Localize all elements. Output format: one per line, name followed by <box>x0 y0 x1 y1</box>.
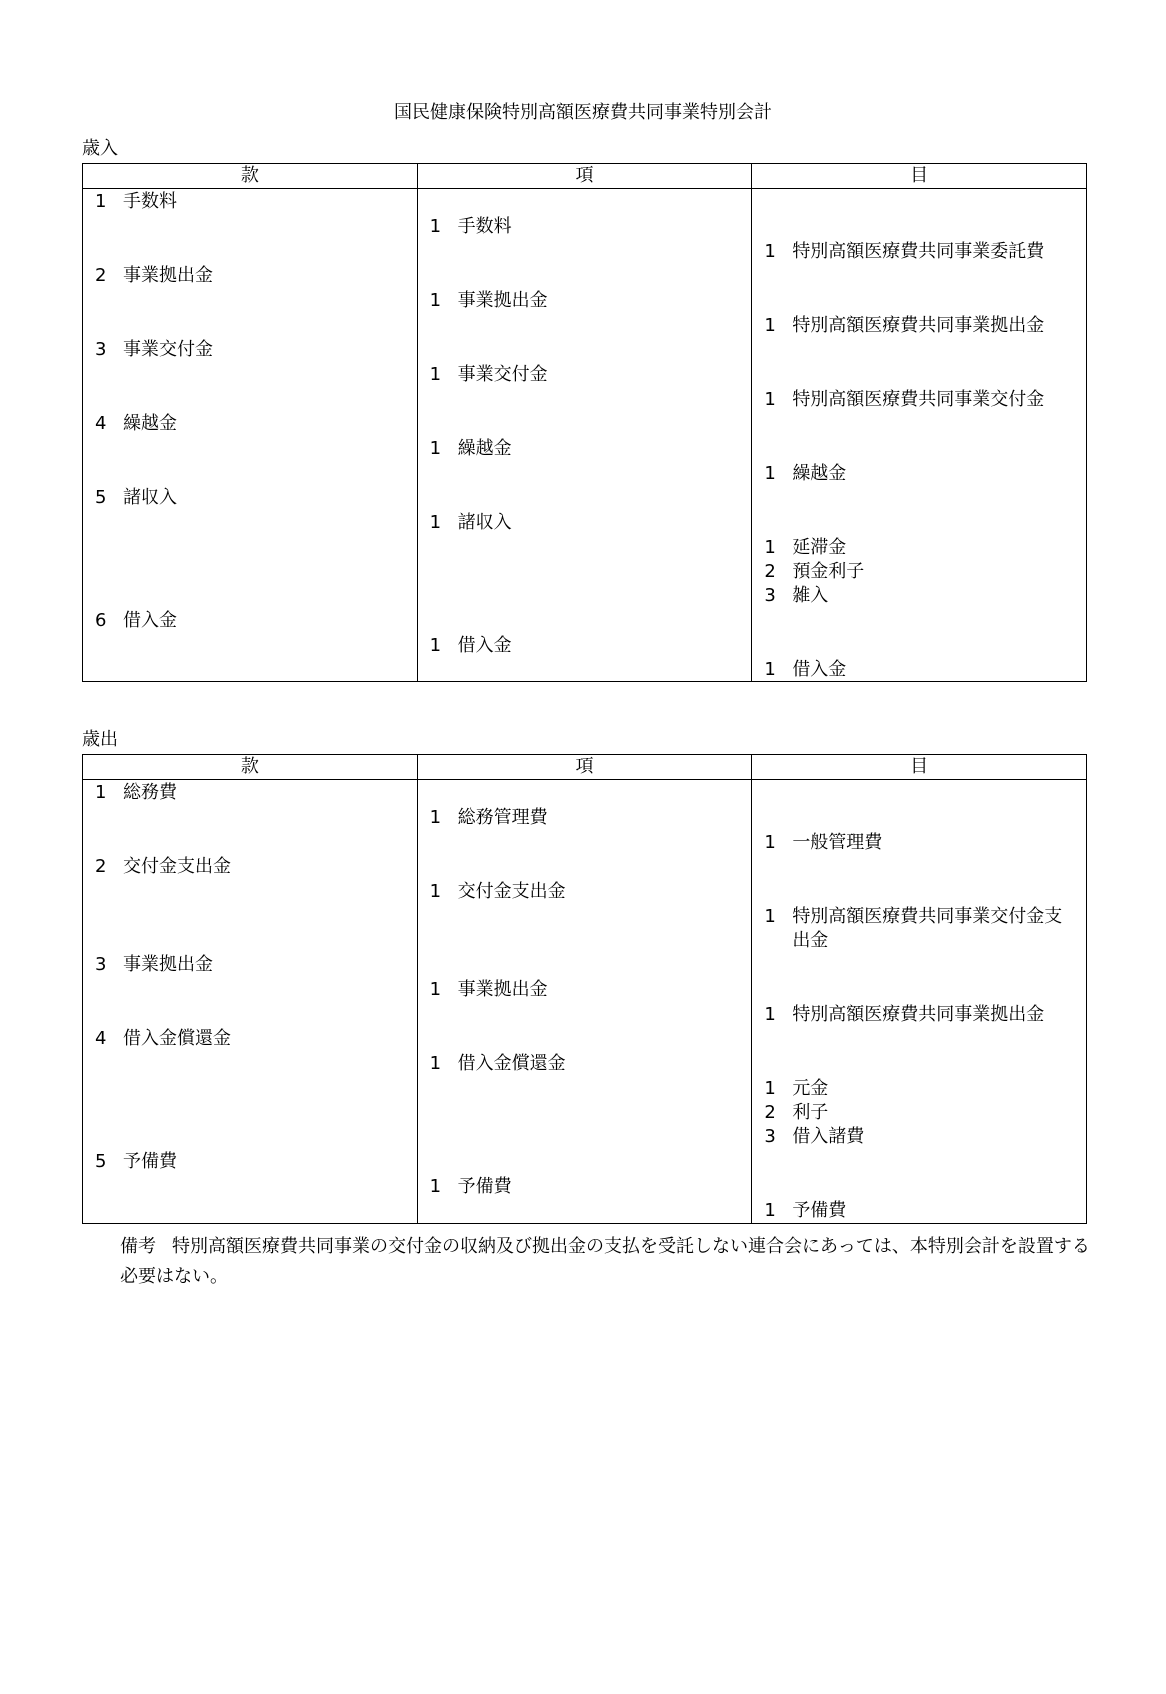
list-item: 1 特別高額医療費共同事業拠出金 <box>764 1004 1045 1025</box>
header-kan: 款 <box>83 164 418 189</box>
list-item: 3 事業交付金 <box>95 339 213 360</box>
list-item: 3 事業拠出金 <box>95 954 213 975</box>
header-kou: 項 <box>417 164 752 189</box>
list-item: 2 預金利子 <box>764 561 865 582</box>
list-item: 1 手数料 <box>429 216 512 237</box>
list-item: 1 特別高額医療費共同事業交付金支出金 <box>764 906 1063 951</box>
expenditure-moku-column <box>752 780 1087 1224</box>
revenue-table <box>82 163 1087 682</box>
list-item: 4 借入金償還金 <box>95 1028 231 1049</box>
revenue-moku-column <box>752 189 1087 682</box>
list-item: 1 特別高額医療費共同事業拠出金 <box>764 315 1045 336</box>
list-item: 1 手数料 <box>95 191 177 212</box>
page-title: 国民健康保険特別高額医療費共同事業特別会計 <box>394 102 772 123</box>
remark-note <box>120 1232 1090 1292</box>
list-item: 4 繰越金 <box>95 413 177 434</box>
list-item: 2 事業拠出金 <box>95 265 213 286</box>
header-moku: 目 <box>752 164 1087 189</box>
list-item: 1 一般管理費 <box>764 832 883 853</box>
list-item: 5 予備費 <box>95 1151 177 1172</box>
expenditure-label: 歳出 <box>82 729 118 750</box>
expenditure-table <box>82 754 1087 1224</box>
list-item: 2 利子 <box>764 1102 829 1123</box>
revenue-kou-column <box>417 189 752 682</box>
list-item: 1 予備費 <box>764 1200 847 1221</box>
list-item: 1 交付金支出金 <box>429 881 566 902</box>
header-kou: 項 <box>417 755 752 780</box>
list-item: 3 借入諸費 <box>764 1126 865 1147</box>
list-item: 1 特別高額医療費共同事業委託費 <box>764 241 1045 262</box>
list-item: 5 諸収入 <box>95 487 177 508</box>
list-item: 2 交付金支出金 <box>95 856 231 877</box>
list-item: 1 借入金 <box>429 635 512 656</box>
revenue-label: 歳入 <box>82 138 118 159</box>
expenditure-kou-column <box>417 780 752 1224</box>
list-item: 6 借入金 <box>95 610 177 631</box>
expenditure-kan-column <box>83 780 418 1224</box>
list-item: 1 総務管理費 <box>429 807 548 828</box>
list-item: 1 事業交付金 <box>429 364 548 385</box>
list-item: 1 特別高額医療費共同事業交付金 <box>764 389 1045 410</box>
revenue-kan-column <box>83 189 418 682</box>
list-item: 1 繰越金 <box>429 438 512 459</box>
list-item: 1 繰越金 <box>764 463 847 484</box>
list-item: 1 借入金 <box>764 659 847 680</box>
list-item: 1 借入金償還金 <box>429 1053 566 1074</box>
header-moku: 目 <box>752 755 1087 780</box>
list-item: 1 総務費 <box>95 782 177 803</box>
remark-text: 特別高額医療費共同事業の交付金の収納及び拠出金の支払を受託しない連合会にあっては、本特別会計を設置する必要はない。 <box>120 1236 1090 1287</box>
list-item: 1 諸収入 <box>429 512 512 533</box>
list-item: 1 延滞金 <box>764 537 847 558</box>
list-item: 1 元金 <box>764 1078 829 1099</box>
list-item: 1 予備費 <box>429 1176 512 1197</box>
list-item: 1 事業拠出金 <box>429 979 548 1000</box>
remark-label: 備考 <box>120 1236 156 1257</box>
list-item: 3 雑入 <box>764 585 829 606</box>
list-item: 1 事業拠出金 <box>429 290 548 311</box>
header-kan: 款 <box>83 755 418 780</box>
